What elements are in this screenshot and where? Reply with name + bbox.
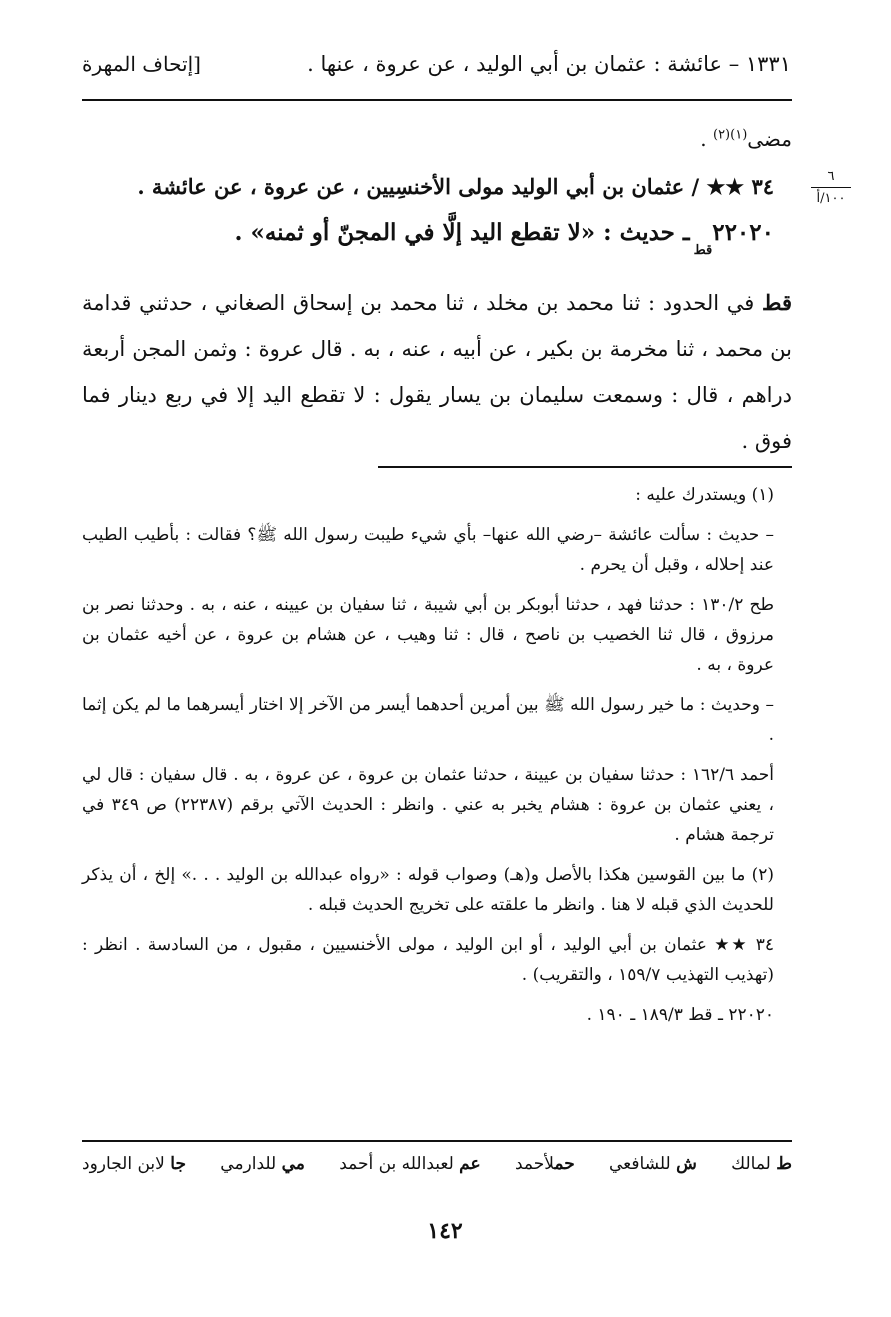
footnote-marks: (١)(٢) xyxy=(712,127,748,143)
hadith-text: ـ حديث : «لا تقطع اليد إلَّا في المجنّ أو ثمنه» . xyxy=(234,219,698,246)
key-label: لعبدالله بن أحمد xyxy=(339,1154,460,1174)
intro-line xyxy=(82,116,792,162)
key-item-darimi xyxy=(220,1154,305,1174)
hadith-reference-note: ٢٢٠٢٠ ـ قط ١٨٩/٣ ـ ١٩٠ . xyxy=(586,1005,774,1025)
key-item-abdullah xyxy=(339,1154,480,1174)
hadith-source xyxy=(82,280,792,464)
footnote-1-heading: (١) ويستدرك عليه : xyxy=(635,485,774,505)
header-rule xyxy=(82,99,792,101)
key-item-ahmad xyxy=(515,1154,575,1174)
key-item-shafii xyxy=(609,1154,697,1174)
source-text: في الحدود : ثنا محمد بن مخلد ، ثنا محمد بن إسحاق الصغاني ، حدثني قدامة بن محمد ، ثنا مخرمة بن بكير ، عن أبيه ، عنه ، به . قال عروة : وثمن المجن أربعة دراهم ، قال : وسمعت سليمان بن يسار يقول : لا تقطع اليد إلا في ربع دينار فما فوق . xyxy=(82,291,792,453)
key-label: لمالك xyxy=(731,1154,777,1174)
key-label: لابن الجارود xyxy=(82,1154,171,1174)
footnote-1-source-a: طح ١٣٠/٢ : حدثنا فهد ، حدثنا أبوبكر بن أبي شيبة ، ثنا سفيان بن عيينه ، عنه ، به . وحدثنا نصر بن مرزوق ، قال ثنا الخصيب بن ناصح ، قال : ثنا وهيب ، عن هشام بن عروة ، عن أخيه عثمان بن عروة ، به . xyxy=(82,595,774,675)
key-abbr: عم xyxy=(459,1154,481,1174)
key-item-jarud xyxy=(82,1154,186,1174)
side-ref-bottom: ١٠٠/أ xyxy=(816,191,846,206)
page-number: ١٤٢ xyxy=(427,1218,463,1244)
footnote-2: (٢) ما بين القوسين هكذا بالأصل و(هـ) وصواب قوله : «رواه عبدالله بن الوليد . . .» إلخ ، أن يذكر للحديث الذي قبله لا هنا . وانظر ما علقته على تخريج الحديث قبله . xyxy=(82,865,774,915)
side-ref-divider xyxy=(811,187,851,188)
running-header-book-title: [إتحاف المهرة xyxy=(82,52,201,76)
hadith-number: ٢٢٠٢٠ xyxy=(712,219,774,246)
source-abbr: قط xyxy=(762,290,792,315)
side-ref-top: ٦ xyxy=(827,169,835,184)
narrator-heading: ٣٤ ★★ / عثمان بن أبي الوليد مولى الأخنسِيين ، عن عروة ، عن عائشة . xyxy=(137,174,774,199)
key-abbr: حم xyxy=(554,1154,575,1174)
footnote-1-hadith-b: – وحديث : ما خير رسول الله ﷺ بين أمرين أحدهما أيسر من الآخر إلا اختار أيسرهما ما لم يكن إثما . xyxy=(82,695,774,745)
key-rule xyxy=(82,1140,792,1142)
main-text xyxy=(82,116,792,464)
hadith-title xyxy=(82,210,774,274)
manuscript-folio-reference xyxy=(806,168,856,207)
key-abbr: مي xyxy=(281,1154,305,1174)
footnote-separator xyxy=(378,466,792,468)
key-abbr: ط xyxy=(776,1154,792,1174)
running-header-chapter: ١٣٣١ – عائشة : عثمان بن أبي الوليد ، عن عروة ، عنها . xyxy=(307,52,791,76)
key-abbr: جا xyxy=(170,1154,186,1174)
intro-end: . xyxy=(700,127,713,151)
footnote-1-source-b: أحمد ١٦٢/٦ : حدثنا سفيان بن عيينة ، حدثنا عثمان بن عروة ، عن عروة ، به . قال سفيان : قال لي ، يعني عثمان بن عروة : هشام يخبر به عني . وانظر : الحديث الآتي برقم (٢٢٣٨٧) ص ٣٤٩ في ترجمة هشام . xyxy=(82,765,775,845)
abbreviation-key xyxy=(82,1154,792,1174)
intro-word: مضى xyxy=(747,127,792,151)
hadith-sigil: قط xyxy=(693,243,713,258)
footnotes xyxy=(82,480,792,1040)
footnote-1-hadith-a: – حديث : سألت عائشة –رضي الله عنها– بأي شيء طيبت رسول الله ﷺ؟ فقالت : بأطيب الطيب عند إحلاله ، وقبل أن يحرم . xyxy=(82,525,774,575)
key-label: للدارمي xyxy=(220,1154,282,1174)
key-label: للشافعي xyxy=(609,1154,677,1174)
narrator-note: ٣٤ ★★ عثمان بن أبي الوليد ، أو ابن الوليد ، مولى الأخنسيين ، مقبول ، من السادسة . انظر : (تهذيب التهذيب ١٥٩/٧ ، والتقريب) . xyxy=(82,935,774,985)
key-item-malik xyxy=(731,1154,792,1174)
key-abbr: ش xyxy=(676,1154,697,1174)
key-label: لأحمد xyxy=(514,1154,555,1174)
